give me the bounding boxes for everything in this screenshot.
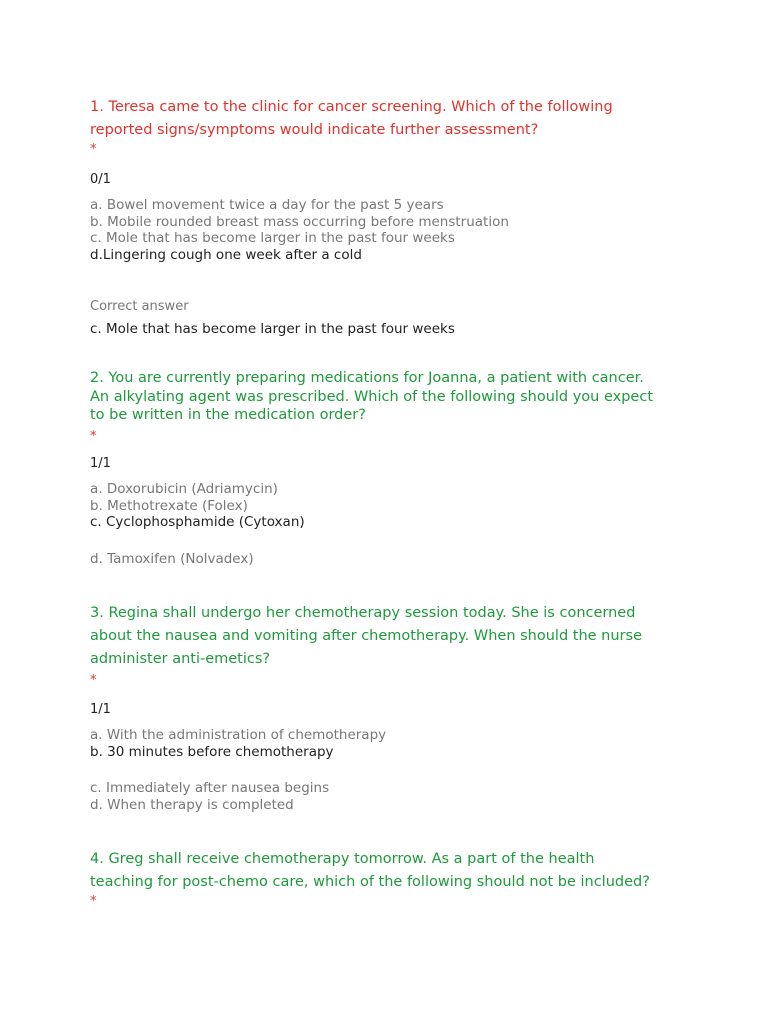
question-2-option-b: b. Methotrexate (Folex) <box>90 497 248 514</box>
question-2-title-line-2: An alkylating agent was prescribed. Which of the following should you expect <box>90 388 654 405</box>
question-1-option-a: a. Bowel movement twice a day for the past 5 years <box>90 197 444 213</box>
question-2-title-line-1: 2. You are currently preparing medications for Joanna, a patient with cancer. <box>90 370 644 386</box>
question-3-score: 1/1 <box>90 702 111 717</box>
question-4-title-line-1: 4. Greg shall receive chemotherapy tomorrow. As a part of the health <box>90 851 595 867</box>
required-mark: * <box>90 428 97 444</box>
question-1-option-d-selected: d.Lingering cough one week after a cold <box>90 246 362 263</box>
question-1-option-c: c. Mole that has become larger in the past four weeks <box>90 230 455 246</box>
question-3-option-a: a. With the administration of chemotherapy <box>90 727 387 743</box>
question-4 <box>90 848 690 910</box>
required-mark: * <box>90 894 97 909</box>
question-1-option-b: b. Mobile rounded breast mass occurring before menstruation <box>90 213 509 230</box>
question-2-options <box>90 481 690 531</box>
question-4-title-line-2: teaching for post-chemo care, which of the following should not be included? <box>90 874 650 890</box>
question-2-score: 1/1 <box>90 456 111 471</box>
question-4-title <box>90 848 690 894</box>
question-2-title-line-3: to be written in the medication order? <box>90 407 366 423</box>
question-1-title <box>90 96 690 142</box>
question-3-title-line-1: 3. Regina shall undergo her chemotherapy session today. She is concerned <box>90 605 636 621</box>
question-3-title-line-3: administer anti-emetics? <box>90 651 271 667</box>
question-3 <box>90 602 690 689</box>
question-3-options-continued <box>90 780 690 813</box>
question-3-option-d: d. When therapy is completed <box>90 796 294 813</box>
question-1-score: 0/1 <box>90 172 111 187</box>
question-1-title-line-2: reported signs/symptoms would indicate further assessment? <box>90 122 539 138</box>
question-3-option-c: c. Immediately after nausea begins <box>90 780 330 796</box>
correct-answer-label: Correct answer <box>90 299 189 314</box>
question-1 <box>90 96 690 158</box>
question-3-option-b-selected: b. 30 minutes before chemotherapy <box>90 743 334 760</box>
question-3-options <box>90 727 690 760</box>
required-mark: * <box>90 673 97 688</box>
question-1-options <box>90 197 690 263</box>
required-mark: * <box>90 142 97 157</box>
question-3-title-line-2: about the nausea and vomiting after chemotherapy. When should the nurse <box>90 628 642 644</box>
question-2-option-d: d. Tamoxifen (Nolvadex) <box>90 551 254 567</box>
question-2-title <box>90 369 690 425</box>
correct-answer-value: c. Mole that has become larger in the past four weeks <box>90 321 455 337</box>
question-2 <box>90 369 690 445</box>
question-1-title-line-1: 1. Teresa came to the clinic for cancer screening. Which of the following <box>90 99 613 115</box>
question-2-option-a: a. Doxorubicin (Adriamycin) <box>90 481 278 497</box>
question-2-option-c-selected: c. Cyclophosphamide (Cytoxan) <box>90 514 305 530</box>
question-3-title <box>90 602 690 671</box>
